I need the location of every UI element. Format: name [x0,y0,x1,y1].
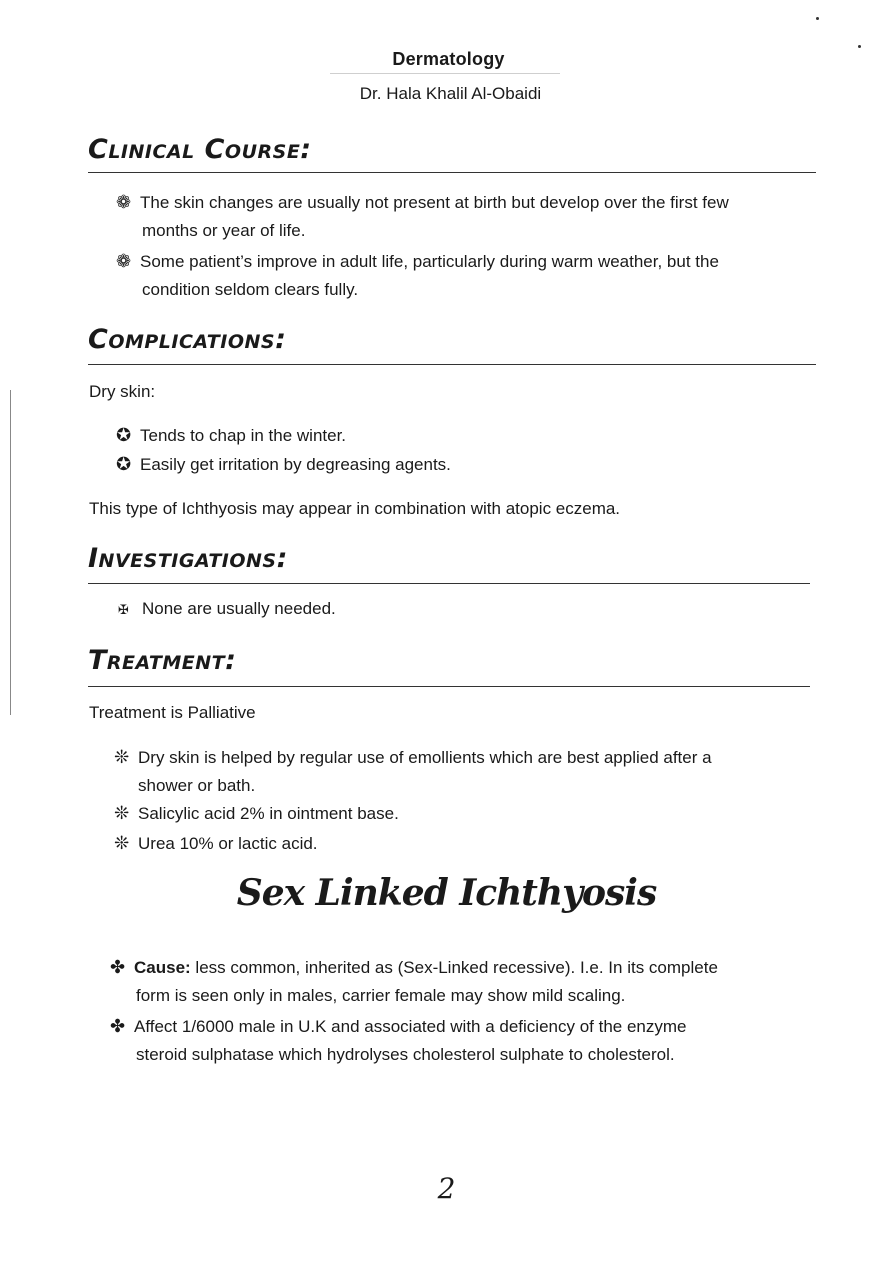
scan-dot [816,17,819,20]
header-subject: Dermatology [392,49,505,69]
header-author: Dr. Hala Khalil Al-Obaidi [359,84,542,103]
snowflake-icon: ❊ [114,833,130,853]
list-item: ❊ Salicylic acid 2% in ointment base. [114,799,399,828]
complications-note: This type of Ichthyosis may appear in combination with atopic eczema. [89,499,621,518]
four-petal-icon: ✤ [110,1016,126,1036]
flower-icon: ❁ [116,192,132,212]
flower-icon: ❁ [116,251,132,271]
rule-investigations [88,583,810,584]
list-item: ✤ Affect 1/6000 male in U.K and associated with a deficiency of the enzyme steroid sulphatase which hydrolyses cholesterol sulphate to cholesterol. [110,1012,820,1069]
complications-intro: Dry skin: [89,382,156,401]
rule-clinical-course [88,172,816,173]
scan-dot [858,45,861,48]
snowflake-icon: ❊ [114,803,130,823]
section-title: Sex Linked Ichthyosis [236,872,657,914]
page-number: 2 [437,1172,456,1205]
heading-investigations: Investigations: [88,543,288,574]
heading-complications: Complications: [88,324,287,355]
list-item: ✤ Cause: less common, inherited as (Sex-Linked recessive). I.e. In its complete form is seen only in males, carrier female may show mild scaling. [110,953,820,1010]
list-item: ✪ Easily get irritation by degreasing agents. [116,450,451,479]
list-item: ❁ The skin changes are usually not present at birth but develop over the first few months or year of life. [116,188,826,245]
list-item: ✠ None are usually needed. [118,595,336,624]
list-item: ❊ Urea 10% or lactic acid. [114,829,318,858]
gear-star-icon: ✪ [116,454,132,474]
list-item: ❊ Dry skin is helped by regular use of emollients which are best applied after a shower or bath. [114,743,824,800]
treatment-intro: Treatment is Palliative [89,703,256,722]
cause-label: Cause: [134,958,191,977]
snowflake-icon: ❊ [114,747,130,767]
header-underline [330,73,560,74]
list-item: ❁ Some patient’s improve in adult life, particularly during warm weather, but the condition seldom clears fully. [116,247,826,304]
margin-line [10,390,11,715]
gear-star-icon: ✪ [116,425,132,445]
cross-icon: ✠ [118,602,129,617]
heading-clinical-course: Clinical Course: [88,134,312,165]
rule-complications [88,364,816,365]
rule-treatment [88,686,810,687]
list-item: ✪ Tends to chap in the winter. [116,421,346,450]
four-petal-icon: ✤ [110,957,126,977]
heading-treatment: Treatment: [88,645,237,676]
